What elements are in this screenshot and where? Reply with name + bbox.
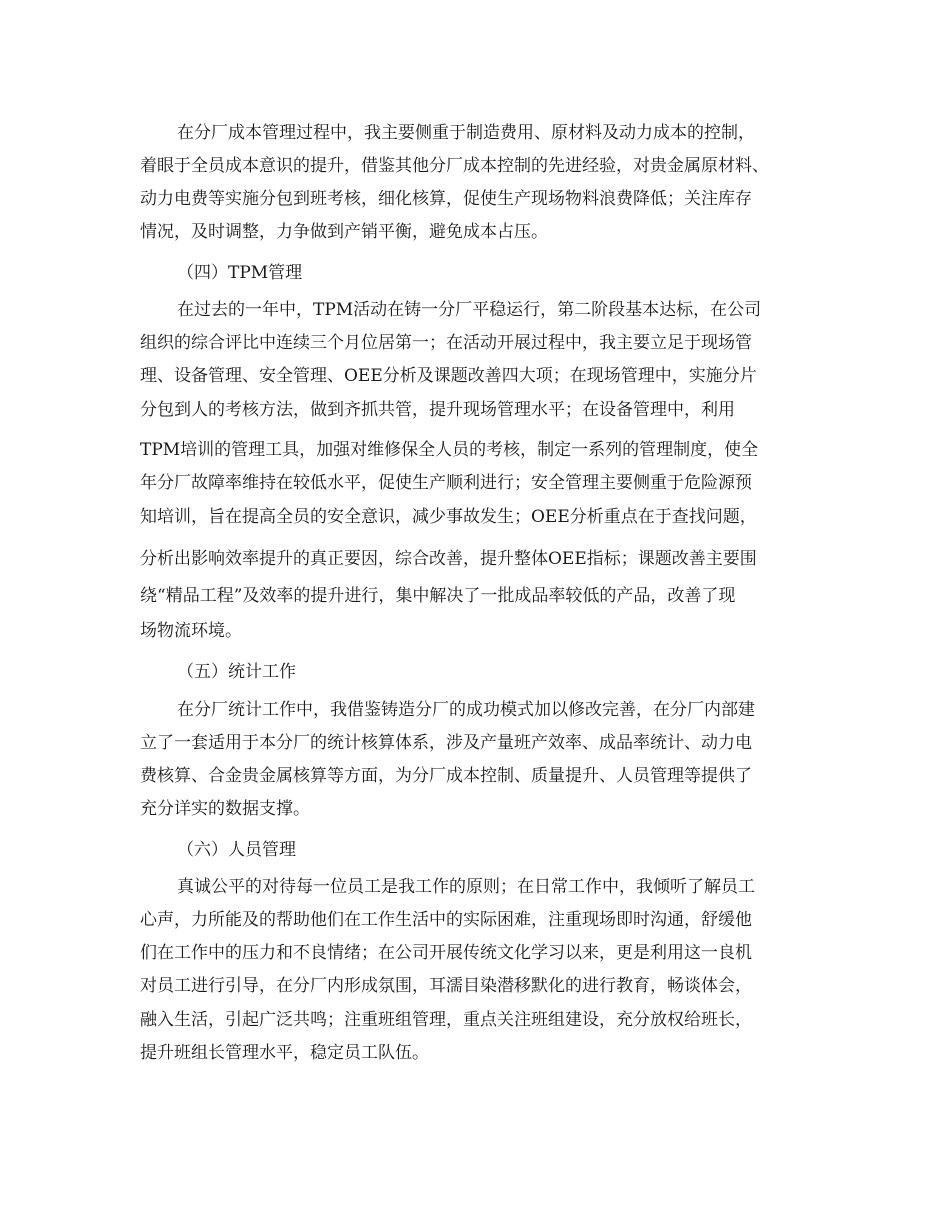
section-heading: （五）统计工作 [177,662,296,682]
text-line: 充分详实的数据支撑。 [140,799,310,819]
text-line: 绕“精品工程”及效率的提升进行，集中解决了一批成品率较低的产品，改善了现 [140,586,736,606]
text-line: 情况，及时调整，力争做到产销平衡，避免成本占压。 [140,222,548,242]
text-line: 理、设备管理、安全管理、OEE分析及课题改善四大项；在现场管理中，实施分片 [140,366,757,386]
text-line: 对员工进行引导，在分厂内形成氛围，耳濡目染潜移默化的进行教育，畅谈体会， [140,976,752,996]
text-line: 提升班组长管理水平，稳定员工队伍。 [140,1043,429,1063]
text-line: 知培训，旨在提高全员的安全意识，减少事故发生；OEE分析重点在于查找问题， [140,507,757,527]
text-line: 分析出影响效率提升的真正要因，综合改善，提升整体OEE指标；课题改善主要围 [140,549,757,569]
section-heading: （四）TPM管理 [177,263,303,283]
text-line: 着眼于全员成本意识的提升，借鉴其他分厂成本控制的先进经验，对贵金属原材料、 [140,156,769,176]
text-line: 们在工作中的压力和不良情绪；在公司开展传统文化学习以来，更是利用这一良机 [140,943,752,963]
text-line: 动力电费等实施分包到班考核，细化核算，促使生产现场物料浪费降低；关注库存 [140,189,752,209]
text-line: 融入生活，引起广泛共鸣；注重班组管理，重点关注班组建设，充分放权给班长， [140,1010,752,1030]
text-line: 立了一套适用于本分厂的统计核算体系，涉及产量班产效率、成品率统计、动力电 [140,733,752,753]
text-line: 在分厂成本管理过程中，我主要侧重于制造费用、原材料及动力成本的控制， [177,123,755,143]
text-line: 心声，力所能及的帮助他们在工作生活中的实际困难，注重现场即时沟通，舒缓他 [140,910,752,930]
text-line: 分包到人的考核方法，做到齐抓共管，提升现场管理水平；在设备管理中，利用 [140,400,735,420]
text-line: 年分厂故障率维持在较低水平，促使生产顺利进行；安全管理主要侧重于危险源预 [140,473,752,493]
text-line: 在分厂统计工作中，我借鉴铸造分厂的成功模式加以修改完善，在分厂内部建 [177,700,755,720]
text-line: TPM培训的管理工具，加强对维修保全人员的考核，制定一系列的管理制度，使全 [140,440,759,460]
text-line: 组织的综合评比中连续三个月位居第一；在活动开展过程中，我主要立足于现场管 [140,333,752,353]
text-line: 费核算、合金贵金属核算等方面，为分厂成本控制、质量提升、人员管理等提供了 [140,766,752,786]
text-line: 真诚公平的对待每一位员工是我工作的原则；在日常工作中，我倾听了解员工 [177,877,755,897]
text-line: 在过去的一年中，TPM活动在铸一分厂平稳运行，第二阶段基本达标，在公司 [177,300,762,320]
text-line: 场物流环境。 [140,621,242,641]
section-heading: （六）人员管理 [177,840,296,860]
